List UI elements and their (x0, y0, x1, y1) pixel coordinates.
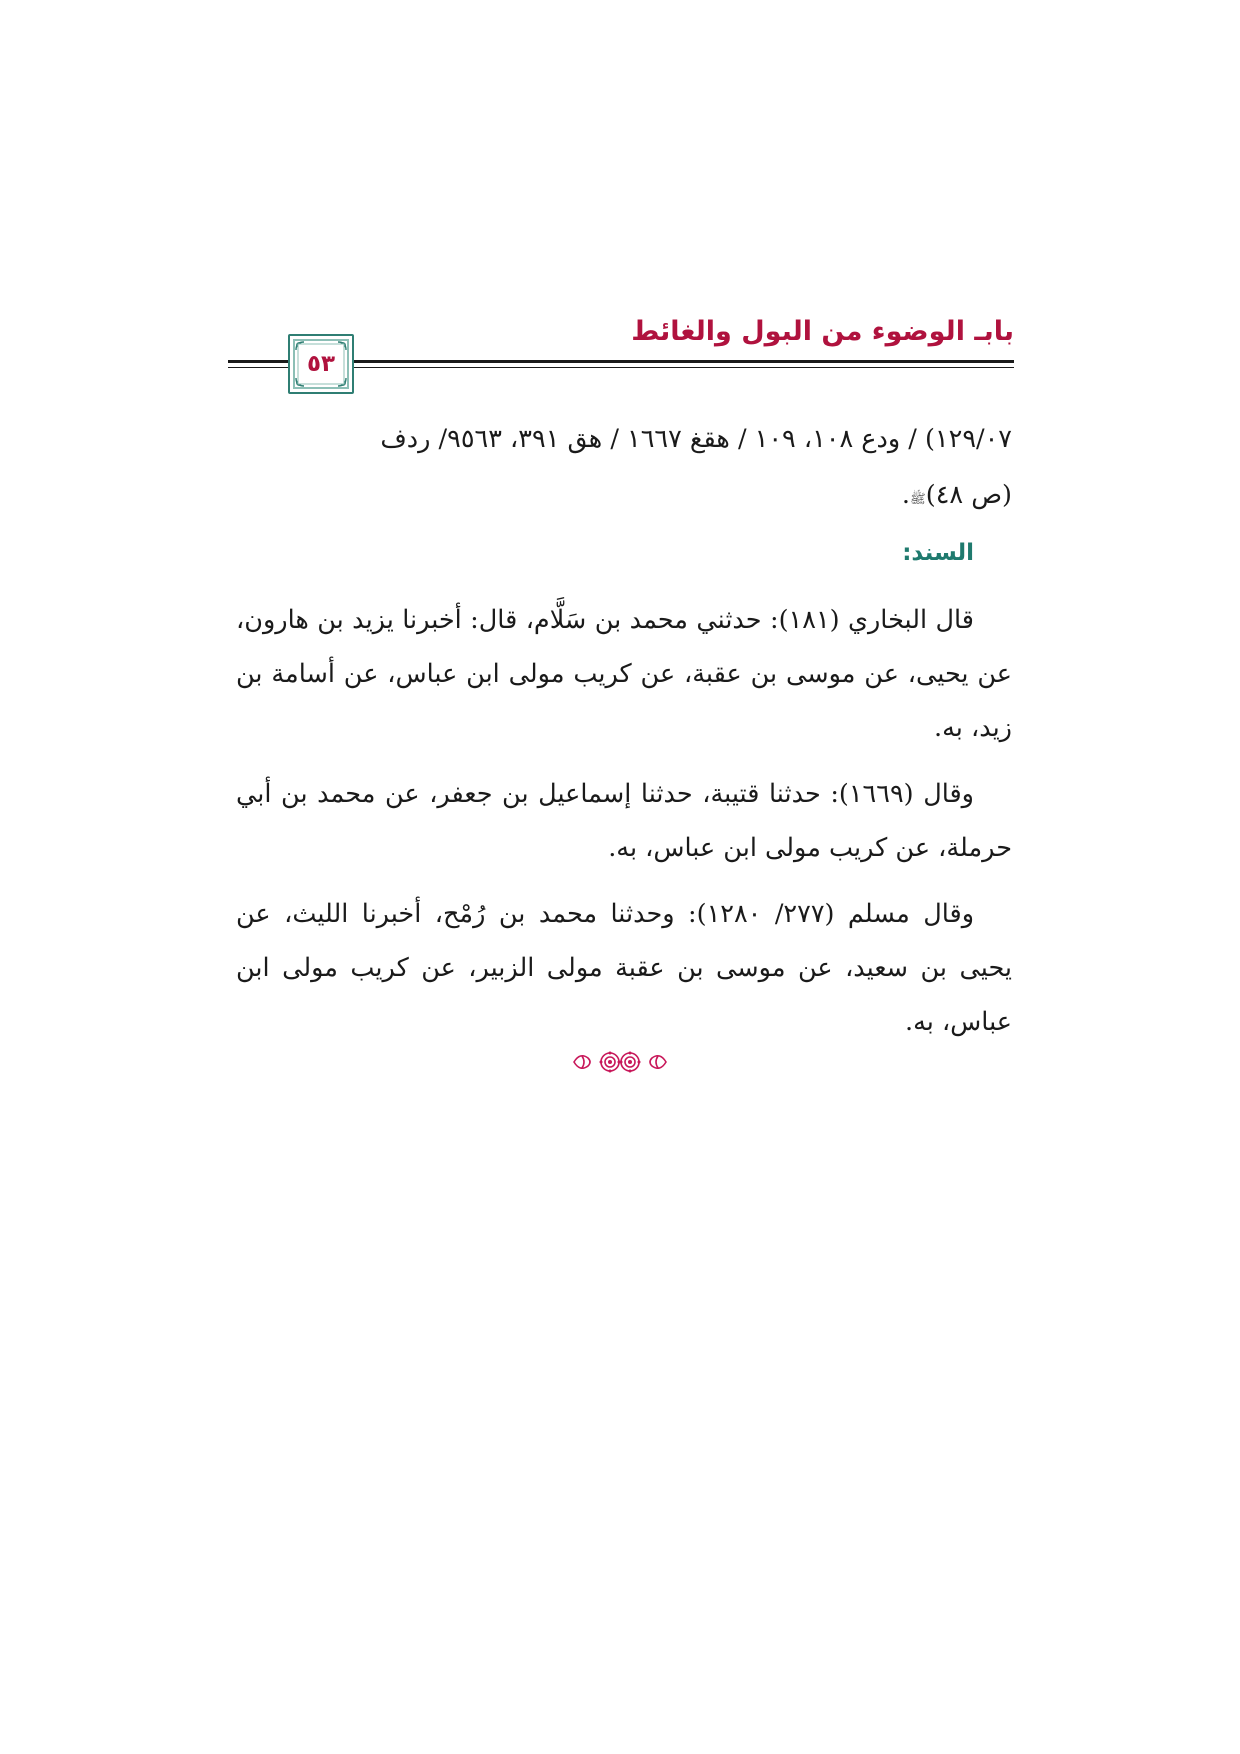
page-number-frame-icon (288, 334, 354, 394)
section-end-ornament-icon (0, 1048, 1240, 1076)
page-number: ٥٣ (306, 351, 336, 377)
running-header (228, 312, 1014, 392)
reference-page: (ص ٤٨) (925, 480, 1012, 510)
chapter-title: بابـ الوضوء من البول والغائط (631, 316, 1014, 347)
paragraph-bukhari: قال البخاري (١٨١): حدثني محمد بن سَلَّام، قال: أخبرنا يزيد بن هارون، عن يحيى، عن موسى بن عقبة، عن كريب مولى ابن عباس، عن أسامة بن زيد، به. (236, 605, 1012, 743)
reference-line: ١٢٩/٠٧) / ودع ١٠٨، ١٠٩ / هقغ ١٦٦٧ / هق ٣٩١، ٩٥٦٣/ ردف (380, 424, 1012, 454)
section-heading: السند: (902, 540, 974, 566)
honorific-seal-icon: ﷺ (910, 492, 926, 507)
reference-end: . (901, 480, 911, 510)
paragraph-bukhari-2: وقال (١٦٦٩): حدثنا قتيبة، حدثنا إسماعيل بن جعفر، عن محمد بن أبي حرملة، عن كريب مولى ابن عباس، به. (236, 779, 1012, 863)
paragraph-muslim: وقال مسلم (٢٧٧/ ١٢٨٠): وحدثنا محمد بن رُمْح، أخبرنا الليث، عن يحيى بن سعيد، عن موسى بن عقبة مولى الزبير، عن كريب مولى ابن عباس، به. (236, 899, 1012, 1037)
reference-line-2 (236, 468, 1012, 527)
page-body (236, 412, 1012, 1061)
